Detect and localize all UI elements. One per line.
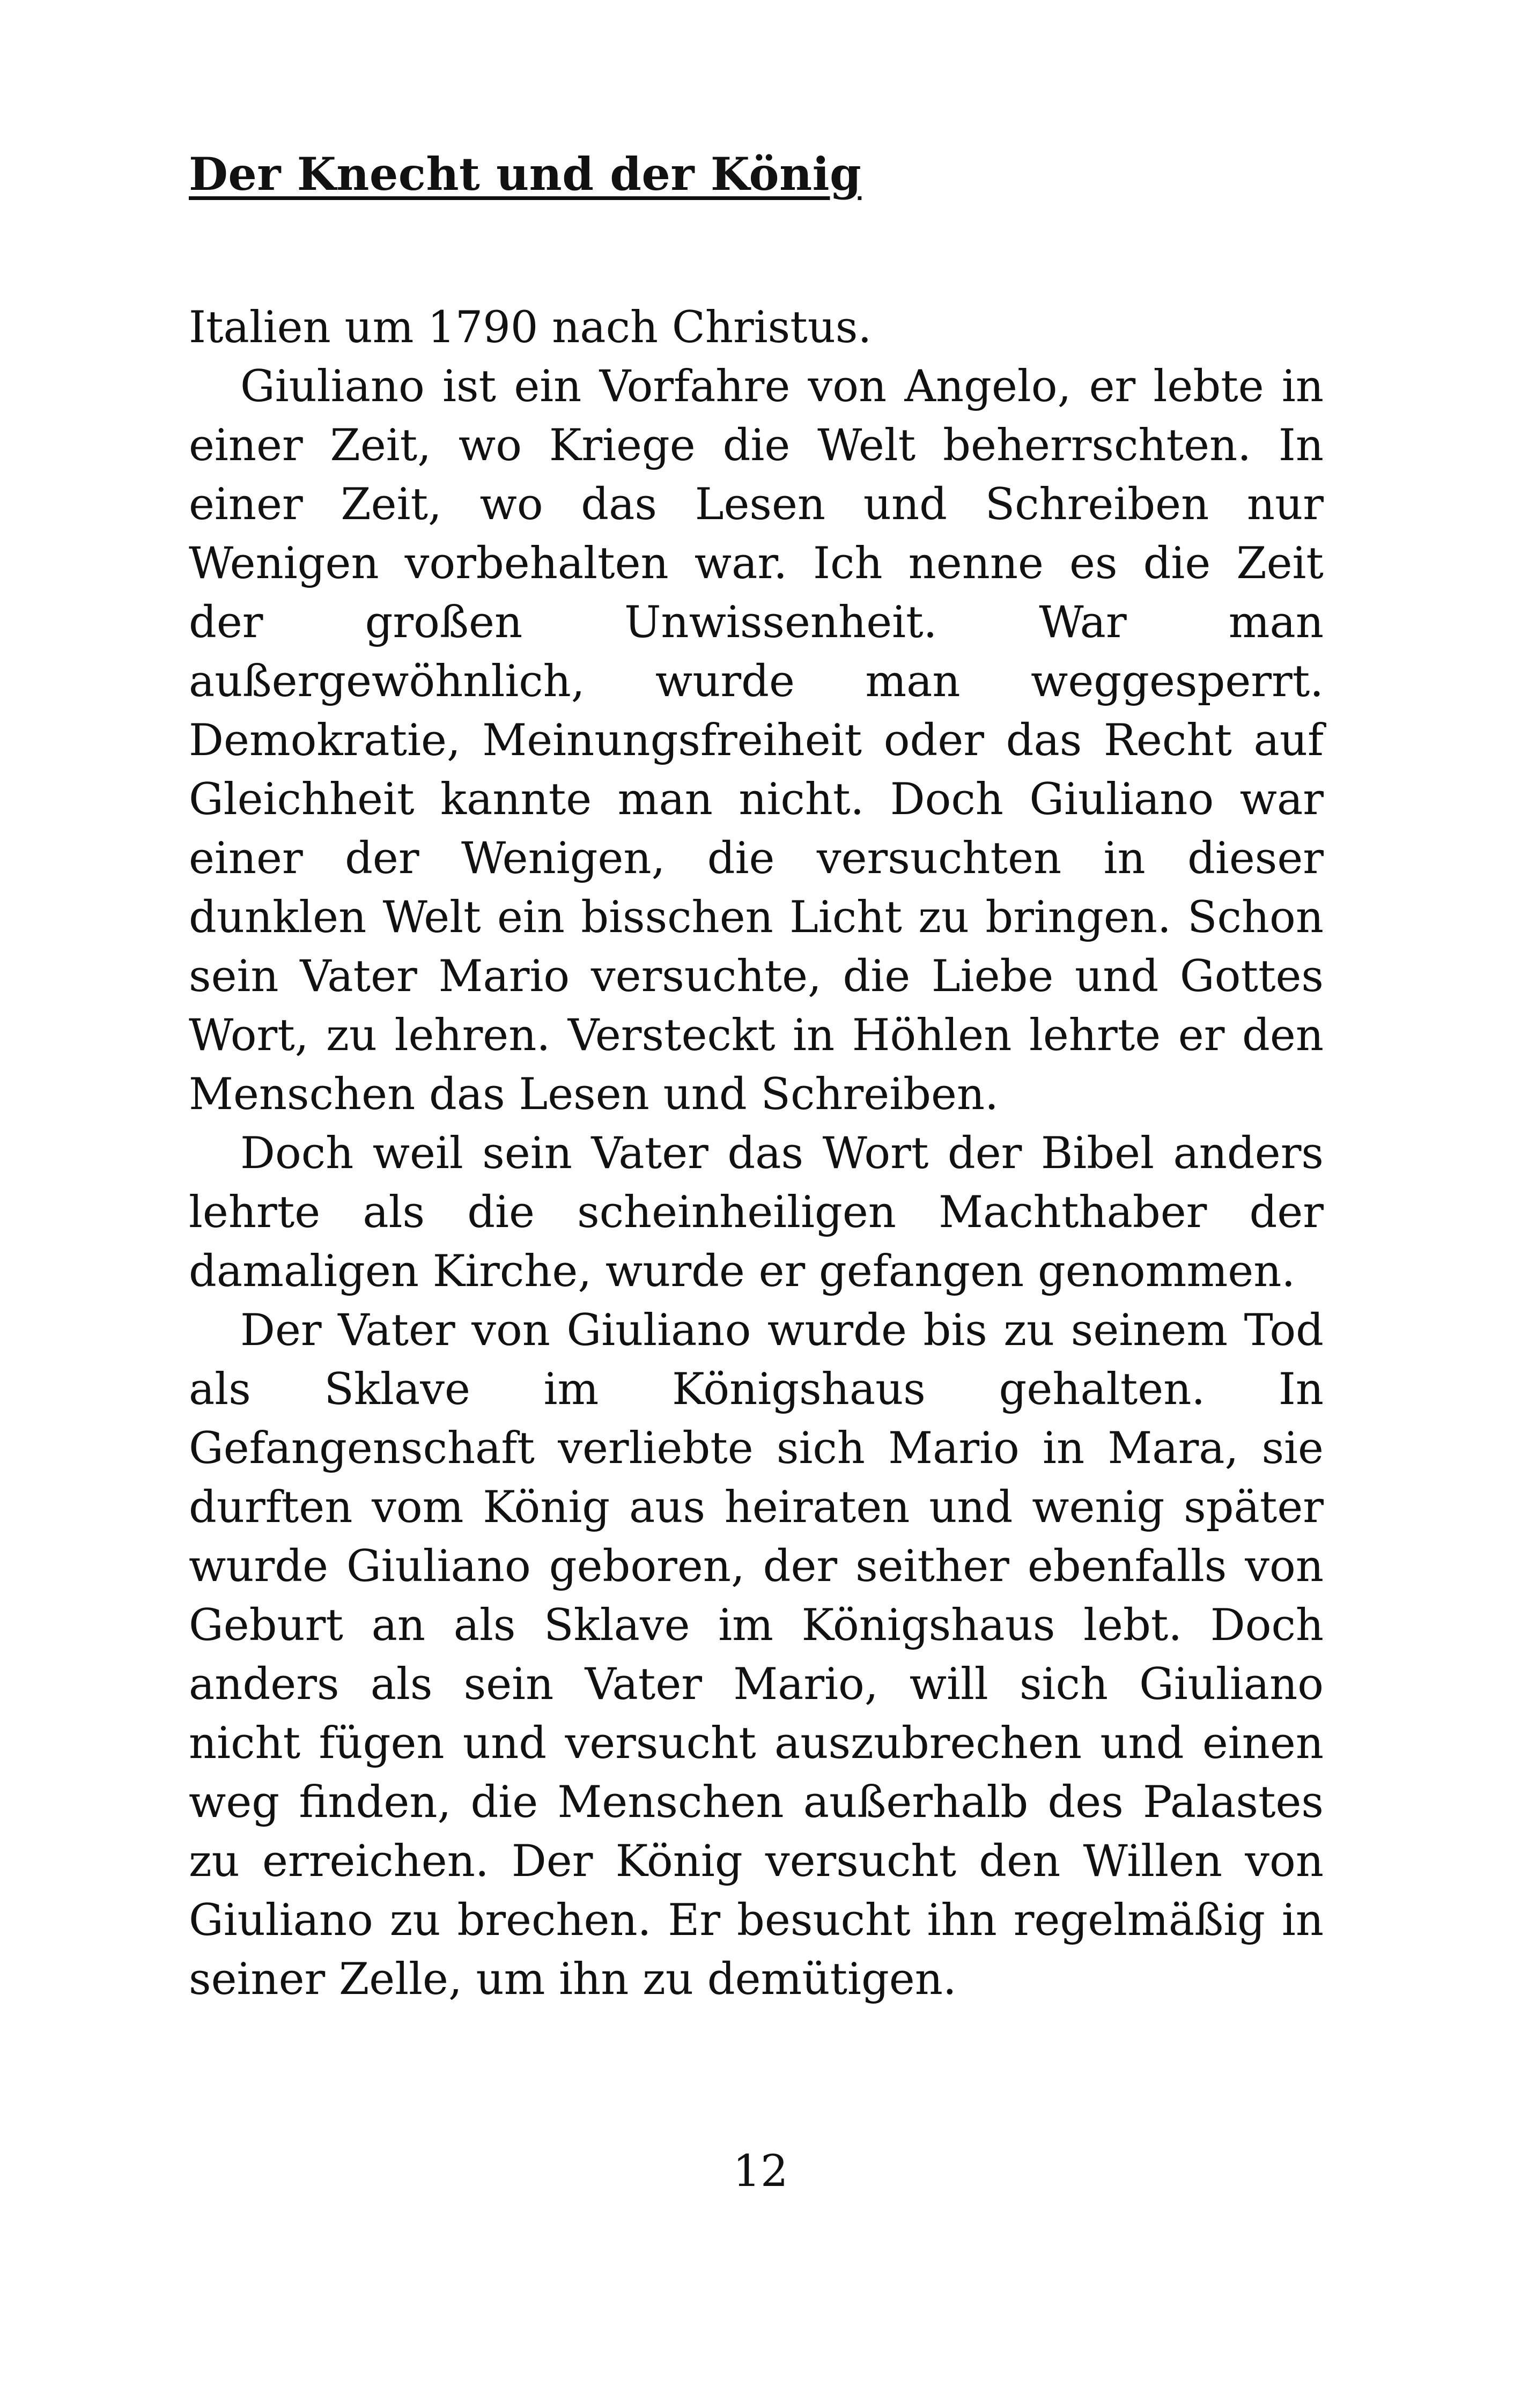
chapter-title: Der Knecht und der König: [189, 147, 862, 201]
paragraph-father-captured: Doch weil sein Vater das Wort der Bibel anders lehrte als die scheinheiligen Machthaber der damaligen Kirche, wurde er gefangen genommen.: [189, 1128, 1324, 1297]
paragraph-opening-line: Italien um 1790 nach Christus.: [189, 302, 872, 353]
chapter-body: [189, 298, 1324, 2009]
book-page: [189, 145, 1324, 2009]
page-number: 12: [733, 2146, 788, 2197]
paragraph-slavery: Der Vater von Giuliano wurde bis zu seinem Tod als Sklave im Königshaus gehalten. In Gefangenschaft verliebte sich Mario in Mara, sie durften vom König aus heiraten und wenig später wurde Giuliano geboren, der seither ebenfalls von Geburt an als Sklave im Königshaus lebt. Doch anders als sein Vater Mario, will sich Giuliano nicht fügen und versucht auszubrechen und einen weg finden, die Menschen außerhalb des Palastes zu erreichen. Der König versucht den Willen von Giuliano zu brechen. Er besucht ihn regelmäßig in seiner Zelle, um ihn zu demütigen.: [189, 1305, 1324, 2005]
paragraph-giuliano-intro: Giuliano ist ein Vorfahre von Angelo, er lebte in einer Zeit, wo Kriege die Welt beherrschten. In einer Zeit, wo das Lesen und Schreiben nur Wenigen vorbehalten war. Ich nenne es die Zeit der großen Unwissenheit. War man außergewöhnlich, wurde man weggesperrt. Demokratie, Meinungsfreiheit oder das Recht auf Gleichheit kannte man nicht. Doch Giuliano war einer der Wenigen, die versuchten in dieser dunklen Welt ein bisschen Licht zu bringen. Schon sein Vater Mario versuchte, die Liebe und Gottes Wort, zu lehren. Versteckt in Höhlen lehrte er den Menschen das Lesen und Schreiben.: [189, 361, 1324, 1120]
